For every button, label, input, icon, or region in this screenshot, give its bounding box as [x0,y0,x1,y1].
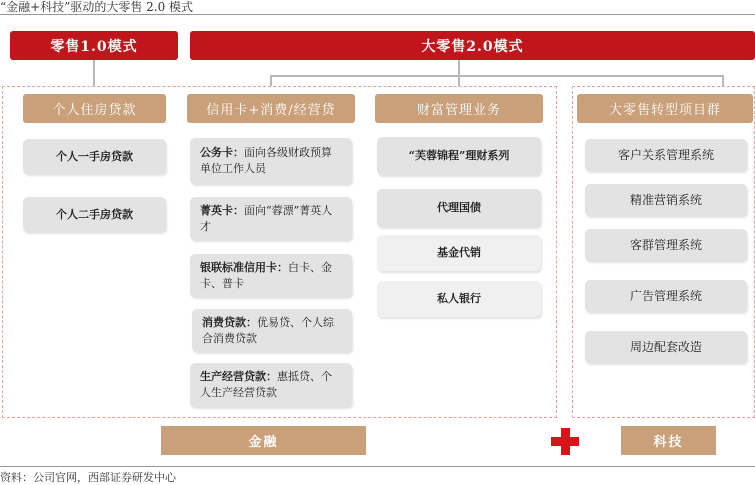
transform-head: 大零售转型项目群 [577,94,753,123]
credit-item-title: 生产经营贷款： [200,370,277,383]
connector-transform [722,75,724,86]
credit-item-title: 公务卡： [200,146,244,159]
credit-item-desc: 面向“蓉漂”菁英人才 [200,203,333,233]
housing-item-secondhand: 个人二手房贷款 [23,197,166,232]
credit-item-elite-card [190,197,352,240]
credit-item-desc: 惠抵贷、个人生产经营贷款 [200,370,332,399]
housing-loan-head: 个人住房贷款 [23,94,166,123]
credit-item-title: 菁英卡： [200,203,244,217]
credit-item-unionpay-card [190,254,352,297]
connector-retail2-stem [458,60,460,76]
connector-retail1 [93,60,95,86]
transform-item-supporting: 周边配套改造 [585,331,747,363]
wealth-item-private-bank: 私人银行 [377,281,541,317]
connector-retail2-bus [270,75,724,77]
bottom-divider [0,466,755,467]
housing-item-new: 个人一手房贷款 [23,139,166,174]
credit-item-desc: 优易贷、个人综合消费贷款 [202,315,334,345]
tech-bar: 科技 [621,426,716,455]
transform-item-crm: 客户关系管理系统 [585,139,747,171]
credit-item-title: 消费贷款： [202,315,257,329]
wealth-item-treasury: 代理国债 [377,189,541,227]
retail-2-0-banner: 大零售2.0模式 [190,31,755,60]
plus-icon-vertical [561,428,570,455]
credit-item-business-loan [190,363,352,407]
transform-item-marketing: 精准营销系统 [585,184,747,216]
credit-item-desc: 面向各级财政预算单位工作人员 [200,146,332,175]
credit-item-official-card [190,138,352,184]
finance-bar: 金融 [161,426,366,455]
credit-item-desc: 白卡、金卡、普卡 [200,260,332,290]
source-note: 资料：公司官网，西部证券研发中心 [0,471,176,484]
credit-card-head: 信用卡+消费/经营贷 [187,94,355,123]
connector-wealth [458,75,460,86]
credit-item-title: 银联标准信用卡： [200,260,288,274]
top-divider [0,14,755,15]
transform-item-segment: 客群管理系统 [585,229,747,261]
transform-item-advertising: 广告管理系统 [585,280,747,312]
connector-credit [270,75,272,86]
credit-item-consumer-loan [192,309,352,352]
wealth-mgmt-head: 财富管理业务 [375,94,543,123]
wealth-item-fund: 基金代销 [377,235,541,271]
figure-caption: “金融+科技”驱动的大零售 2.0 模式 [0,0,194,14]
wealth-item-furong: “芙蓉锦程”理财系列 [377,137,541,175]
retail-1-0-banner: 零售1.0模式 [10,31,178,60]
